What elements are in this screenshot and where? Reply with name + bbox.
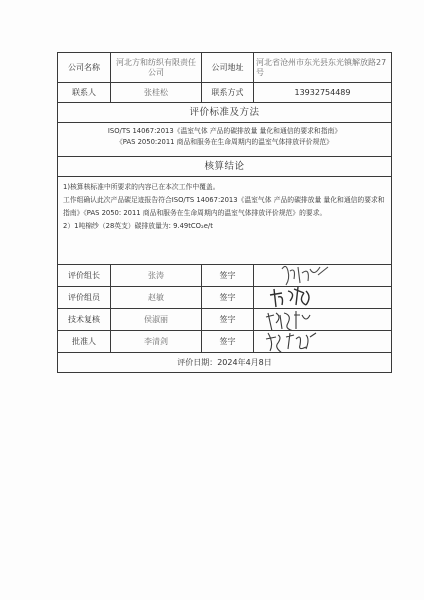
phone-label: 联系方式 bbox=[201, 83, 253, 102]
evaluation-form bbox=[57, 52, 392, 373]
company-name-label: 公司名称 bbox=[68, 62, 100, 72]
standards-heading-row bbox=[58, 102, 391, 122]
approval-name: 李清剑 bbox=[110, 331, 201, 352]
date-row bbox=[58, 352, 391, 372]
approval-name: 赵敏 bbox=[110, 287, 201, 308]
standard-pas: 《PAS 2050:2011 商品和服务在生命周期内的温室气体排放评价规范》 bbox=[116, 138, 333, 146]
signature-cell bbox=[253, 309, 391, 330]
approval-row bbox=[58, 264, 391, 286]
standards-body-row bbox=[58, 122, 391, 156]
handwritten-signature bbox=[260, 309, 380, 330]
conclusion-body-row bbox=[58, 176, 391, 264]
approval-name: 张涛 bbox=[110, 265, 201, 286]
conclusion-point-1: 1)核算核标准中所要求的内容已在本次工作中覆盖。 bbox=[63, 183, 220, 191]
approval-row bbox=[58, 308, 391, 330]
approval-role: 批准人 bbox=[72, 336, 96, 346]
approval-role: 评价组员 bbox=[68, 292, 100, 302]
evaluation-date: 评价日期：2024年4月8日 bbox=[177, 357, 272, 367]
approval-sign-label: 签字 bbox=[201, 265, 253, 286]
conclusion-point-2: 2）1吨棉纱（28英支）碳排放量为: 9.49tCO₂e/t bbox=[63, 222, 213, 230]
approval-row bbox=[58, 286, 391, 308]
standards-body bbox=[58, 123, 391, 156]
handwritten-signature bbox=[260, 331, 380, 352]
signature-cell bbox=[253, 265, 391, 286]
conclusion-body bbox=[58, 177, 391, 264]
approval-sign-label: 签字 bbox=[201, 331, 253, 352]
company-address-value: 河北省沧州市东光县东光镇解放路27号 bbox=[253, 53, 391, 82]
handwritten-signature bbox=[260, 265, 380, 286]
handwritten-signature bbox=[260, 287, 380, 308]
standard-iso: ISO/TS 14067:2013《温室气体 产品的碳排放量 量化和通信的要求和指南》 bbox=[107, 127, 342, 135]
approval-sign-label: 签字 bbox=[201, 287, 253, 308]
conclusion-heading: 核算结论 bbox=[204, 160, 245, 172]
standards-heading: 评价标准及方法 bbox=[189, 106, 260, 118]
phone-value: 13932754489 bbox=[253, 83, 391, 102]
contact-value: 张桂松 bbox=[110, 83, 201, 102]
company-address-label: 公司地址 bbox=[201, 53, 253, 82]
company-name-value: 河北方和纺织有限责任公司 bbox=[110, 53, 201, 82]
approval-role: 评价组长 bbox=[68, 270, 100, 280]
contact-label: 联系人 bbox=[72, 87, 96, 97]
conclusion-statement: 工作组确认此次产品碳足迹报告符合ISO/TS 14067:2013《温室气体 产品的碳排放量 量化和通信的要求和指南》《PAS 2050: 2011 商品和服务在生命周期内的温室气体排放评价规范》的要求。 bbox=[63, 196, 385, 217]
approval-name: 侯淑丽 bbox=[110, 309, 201, 330]
approval-row bbox=[58, 330, 391, 352]
approval-sign-label: 签字 bbox=[201, 309, 253, 330]
company-info-row bbox=[58, 52, 391, 82]
conclusion-heading-row bbox=[58, 156, 391, 176]
signature-cell bbox=[253, 287, 391, 308]
signature-cell bbox=[253, 331, 391, 352]
approval-role: 技术复核 bbox=[68, 314, 100, 324]
contact-row bbox=[58, 82, 391, 102]
